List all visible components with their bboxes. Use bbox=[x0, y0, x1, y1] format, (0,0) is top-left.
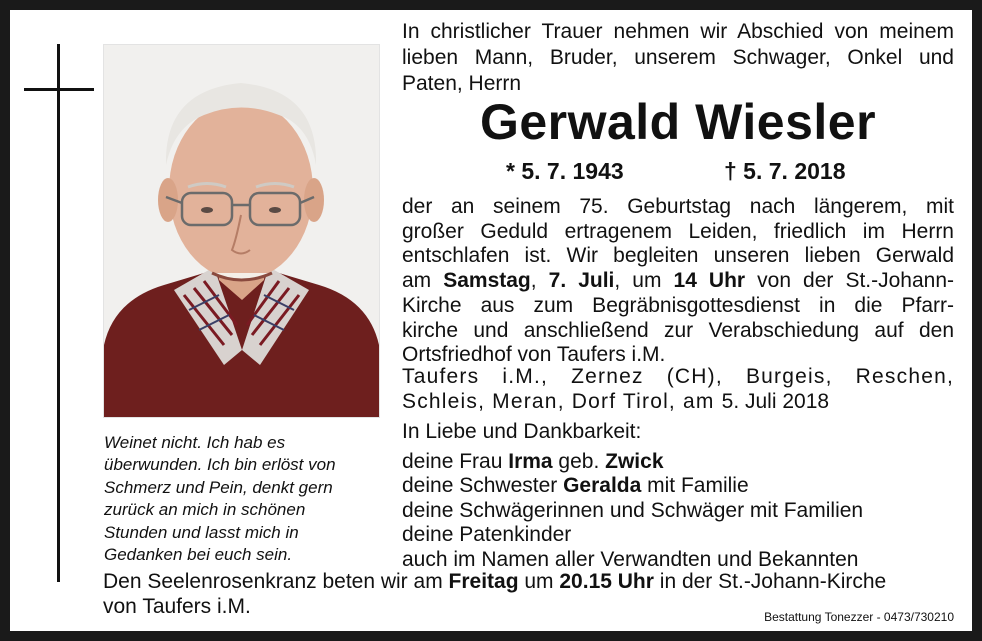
intro-line: lieben Mann, Bruder, unserem Schwager, Onkel und bbox=[402, 46, 954, 69]
mourner-inlaws: deine Schwägerinnen und Schwäger mit Familien bbox=[402, 498, 864, 522]
body-line: großer Geduld ertragenem Leiden, friedlich im Herrn bbox=[402, 219, 954, 243]
text-fragment: in der St.-Johann-Kirche bbox=[653, 570, 887, 593]
text-fragment: deine Schwester bbox=[402, 474, 564, 497]
places-line: Taufers i.M., Zernez (CH), Burgeis, Reschen, bbox=[402, 365, 954, 388]
funeral-details bbox=[402, 195, 954, 368]
intro-line: In christlicher Trauer nehmen wir Abschied von meinem bbox=[402, 20, 954, 43]
deceased-name: Gerwald Wiesler bbox=[479, 94, 877, 150]
wife-name: Irma bbox=[508, 449, 553, 473]
undertaker-credit: Bestattung Tonezzer - 0473/730210 bbox=[764, 610, 954, 624]
places-line bbox=[402, 390, 954, 415]
quote-line: überwunden. Ich bin erlöst von bbox=[104, 455, 336, 475]
mourners-list bbox=[402, 420, 954, 572]
quote-line: Schmerz und Pein, denkt gern bbox=[104, 477, 333, 497]
quote-line: Gedanken bei euch sein. bbox=[104, 545, 293, 565]
body-line: der an seinem 75. Geburtstag nach längerem, mit bbox=[402, 195, 954, 218]
text-fragment: am bbox=[402, 269, 444, 293]
memorial-quote bbox=[104, 432, 394, 566]
mourner-wife bbox=[402, 450, 954, 475]
announcement-date: 5. Juli 2018 bbox=[721, 389, 830, 413]
text-fragment: deine Frau bbox=[402, 449, 509, 473]
mourner-relatives: auch im Namen aller Verwandten und Bekannten bbox=[402, 547, 859, 571]
funeral-time: 14 Uhr bbox=[673, 269, 746, 293]
intro-text bbox=[402, 19, 954, 97]
portrait-photo bbox=[103, 44, 380, 418]
body-line-schedule bbox=[402, 269, 954, 294]
cross-horizontal-bar bbox=[24, 88, 94, 91]
text-fragment: , bbox=[530, 269, 549, 293]
text-fragment: Den Seelenrosenkranz beten wir am bbox=[103, 570, 449, 593]
body-line: entschlafen ist. Wir begleiten unseren lieben Gerwald bbox=[402, 244, 954, 268]
funeral-day: Samstag bbox=[443, 269, 531, 293]
rosary-time: 20.15 Uhr bbox=[559, 570, 654, 593]
rosary-line-2: von Taufers i.M. bbox=[103, 594, 251, 618]
death-date: † 5. 7. 2018 bbox=[724, 158, 846, 184]
body-line: Kirche aus zum Begräbnisgottesdienst in die Pfarr- bbox=[402, 293, 954, 317]
places-text: Schleis, Meran, Dorf Tirol, am bbox=[402, 389, 715, 413]
mourner-godchildren: deine Patenkinder bbox=[402, 523, 572, 546]
birth-date: * 5. 7. 1943 bbox=[506, 158, 624, 184]
text-fragment: , um bbox=[614, 269, 674, 293]
funeral-date: 7. Juli bbox=[548, 269, 615, 293]
sister-name: Geralda bbox=[563, 474, 642, 497]
rosary-line bbox=[103, 570, 963, 595]
quote-line: zurück an mich in schönen bbox=[104, 500, 306, 520]
quote-line: Weinet nicht. Ich hab es bbox=[104, 433, 286, 452]
quote-line: Stunden und lasst mich in bbox=[104, 522, 299, 542]
mourner-sister bbox=[402, 474, 954, 499]
body-line: kirche und anschließend zur Verabschiedung auf den bbox=[402, 318, 954, 342]
intro-line: Paten, Herrn bbox=[402, 72, 522, 95]
cross-vertical-bar bbox=[57, 44, 60, 582]
portrait-illustration bbox=[104, 45, 379, 417]
text-fragment: von der St.-Johann- bbox=[745, 269, 955, 293]
body-line: Ortsfriedhof von Taufers i.M. bbox=[402, 343, 666, 367]
rosary-day: Freitag bbox=[448, 570, 519, 593]
mourners-heading: In Liebe und Dankbarkeit: bbox=[402, 420, 642, 443]
places-and-date bbox=[402, 365, 954, 414]
text-fragment: geb. bbox=[552, 449, 606, 473]
wife-maiden-name: Zwick bbox=[605, 449, 664, 473]
text-fragment: um bbox=[518, 570, 560, 593]
text-fragment: mit Familie bbox=[641, 474, 749, 497]
